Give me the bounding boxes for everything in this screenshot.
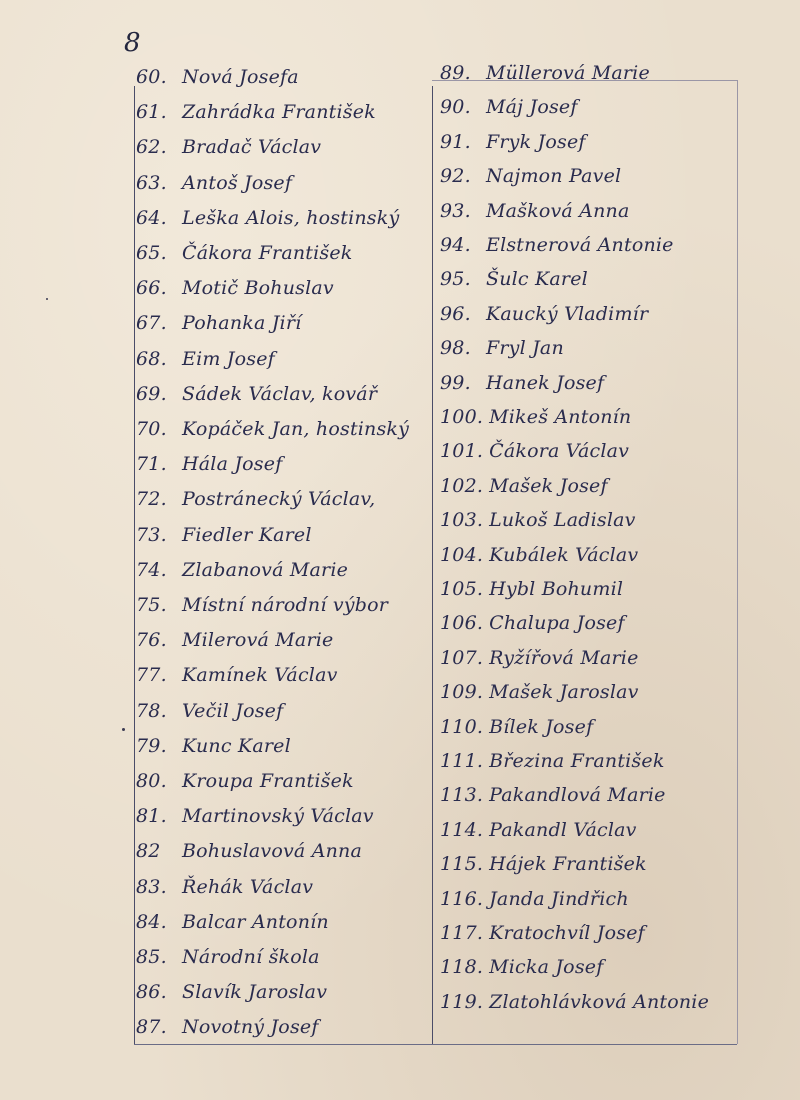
entry-number: 94.	[440, 234, 471, 256]
list-item	[136, 136, 321, 158]
entry-number: 65.	[136, 242, 167, 264]
list-item	[136, 524, 312, 546]
list-item	[440, 131, 586, 153]
entry-name: Lukoš Ladislav	[489, 509, 636, 532]
list-item	[440, 200, 630, 222]
entry-number: 82	[136, 840, 161, 863]
entry-name: Janda Jindřich	[489, 887, 629, 910]
entry-name: Zahrádka František	[182, 101, 376, 124]
entry-number: 118.	[440, 956, 484, 979]
entry-number: 117.	[440, 922, 484, 944]
list-item	[136, 629, 333, 651]
entry-name: Zlabanová Marie	[182, 558, 349, 581]
entry-number: 90.	[440, 96, 471, 119]
list-item	[136, 348, 275, 370]
list-item	[440, 440, 629, 462]
entry-number: 116.	[440, 887, 484, 910]
entry-number: 114.	[440, 818, 484, 841]
entry-number: 96.	[440, 302, 471, 325]
list-item	[136, 981, 327, 1003]
entry-number: 83.	[136, 875, 167, 898]
entry-number: 115.	[440, 853, 484, 876]
entry-name: Hybl Bohumil	[489, 578, 624, 600]
entry-number: 69.	[136, 382, 167, 405]
entry-name: Eim Josef	[182, 347, 275, 370]
entry-number: 78.	[136, 699, 167, 722]
entry-name: Müllerová Marie	[486, 62, 650, 84]
entry-name: Leška Alois, hostinský	[182, 206, 400, 229]
entry-number: 74.	[136, 558, 167, 581]
entry-number: 60.	[136, 66, 167, 88]
list-item	[136, 383, 377, 405]
list-item	[136, 277, 334, 299]
entry-name: Milerová Marie	[182, 629, 334, 652]
list-item	[440, 750, 665, 772]
list-item	[136, 242, 353, 264]
entry-name: Najmon Pavel	[486, 165, 622, 188]
entry-number: 119.	[440, 990, 484, 1013]
entry-name: Fryl Jan	[486, 337, 564, 360]
entry-number: 72.	[136, 488, 167, 511]
right-entry-column	[440, 0, 740, 1100]
entry-name: Národní škola	[182, 946, 320, 968]
list-item	[440, 268, 588, 290]
entry-number: 113.	[440, 784, 484, 807]
entry-name: Postránecký Václav,	[182, 488, 376, 511]
entry-name: Kroupa František	[182, 770, 354, 792]
entry-number: 89.	[440, 62, 471, 84]
list-item	[440, 96, 578, 118]
left-margin-rule	[134, 86, 135, 1044]
list-item	[136, 664, 338, 686]
entry-name: Pakandlová Marie	[489, 784, 666, 807]
entry-name: Fryk Josef	[486, 130, 586, 153]
entry-name: Místní národní výbor	[182, 594, 389, 616]
entry-name: Novotný Josef	[182, 1016, 319, 1039]
entry-name: Čákora František	[182, 242, 353, 264]
entry-number: 111.	[440, 750, 484, 772]
list-item	[440, 784, 666, 806]
entry-name: Březina František	[489, 750, 665, 772]
entry-name: Bohuslavová Anna	[182, 840, 363, 863]
list-item	[136, 840, 362, 862]
entry-name: Bílek Josef	[489, 715, 594, 738]
list-item	[440, 475, 608, 497]
entry-number: 107.	[440, 646, 484, 669]
entry-number: 70.	[136, 418, 167, 440]
ink-speck	[46, 298, 48, 300]
entry-name: Hájek František	[489, 853, 647, 876]
entry-name: Řehák Václav	[182, 875, 314, 898]
entry-number: 76.	[136, 629, 167, 652]
list-item	[440, 509, 636, 531]
entry-number: 67.	[136, 312, 167, 335]
entry-name: Máj Josef	[486, 96, 578, 119]
entry-number: 66.	[136, 277, 167, 300]
entry-number: 87.	[136, 1016, 167, 1039]
entry-name: Bradač Václav	[182, 136, 322, 159]
entry-number: 99.	[440, 371, 471, 394]
entry-number: 102.	[440, 474, 484, 497]
list-item	[440, 406, 631, 428]
list-item	[136, 66, 299, 88]
entry-name: Fiedler Karel	[182, 523, 312, 546]
entry-number: 110.	[440, 715, 484, 738]
entry-name: Balcar Antonín	[182, 910, 329, 933]
entry-name: Mikeš Antonín	[489, 406, 632, 428]
entry-number: 81.	[136, 805, 167, 828]
list-item	[136, 312, 301, 334]
entry-name: Micka Josef	[489, 956, 604, 979]
list-item	[136, 735, 291, 757]
list-item	[440, 922, 645, 944]
list-item	[440, 578, 623, 600]
list-item	[440, 62, 650, 84]
entry-name: Antoš Josef	[182, 171, 293, 194]
entry-name: Pohanka Jiří	[182, 312, 302, 335]
list-item	[136, 418, 409, 440]
list-item	[440, 544, 638, 566]
list-item	[440, 716, 593, 738]
entry-number: 73.	[136, 523, 167, 546]
entry-number: 92.	[440, 165, 471, 188]
list-item	[136, 453, 282, 475]
list-item	[136, 700, 283, 722]
entry-name: Kopáček Jan, hostinský	[182, 418, 410, 440]
list-item	[136, 946, 320, 968]
entry-number: 84.	[136, 910, 167, 933]
entry-name: Zlatohlávková Antonie	[489, 990, 710, 1013]
entry-name: Hanek Josef	[486, 371, 605, 394]
list-item	[136, 207, 399, 229]
entry-name: Kunc Karel	[182, 734, 291, 757]
entry-name: Mašek Jaroslav	[489, 681, 639, 704]
entry-name: Chalupa Josef	[489, 612, 625, 635]
list-item	[440, 303, 648, 325]
entry-name: Nová Josefa	[182, 66, 299, 88]
entry-number: 64.	[136, 206, 167, 229]
list-item	[440, 234, 674, 256]
entry-number: 80.	[136, 770, 167, 792]
entry-number: 79.	[136, 734, 167, 757]
entry-name: Elstnerová Antonie	[486, 234, 674, 256]
ink-speck	[122, 728, 125, 731]
entry-number: 106.	[440, 612, 484, 635]
entry-name: Šulc Karel	[486, 268, 588, 291]
list-item	[136, 911, 329, 933]
entry-name: Kaucký Vladimír	[486, 302, 649, 325]
entry-number: 63.	[136, 171, 167, 194]
entry-number: 91.	[440, 130, 471, 153]
list-item	[136, 770, 354, 792]
entry-number: 104.	[440, 543, 484, 566]
list-item	[440, 853, 647, 875]
list-item	[136, 101, 376, 123]
entry-number: 109.	[440, 681, 484, 704]
entry-number: 86.	[136, 981, 167, 1004]
list-item	[440, 647, 639, 669]
entry-number: 103.	[440, 509, 484, 532]
list-item	[440, 681, 639, 703]
list-item	[440, 337, 564, 359]
list-item	[136, 1016, 319, 1038]
entry-number: 105.	[440, 578, 484, 600]
entry-name: Sádek Václav, kovář	[182, 382, 378, 405]
left-entry-column	[136, 0, 436, 1100]
entry-number: 61.	[136, 101, 167, 124]
entry-number: 68.	[136, 347, 167, 370]
page-number: 8	[124, 28, 141, 58]
list-item	[440, 991, 709, 1013]
list-item	[136, 805, 374, 827]
entry-name: Slavík Jaroslav	[182, 981, 328, 1004]
entry-number: 62.	[136, 136, 167, 159]
entry-name: Motič Bohuslav	[182, 277, 334, 300]
entry-number: 98.	[440, 337, 471, 360]
list-item	[440, 372, 604, 394]
entry-number: 75.	[136, 594, 167, 616]
entry-name: Kubálek Václav	[489, 543, 639, 566]
entry-number: 77.	[136, 664, 167, 687]
entry-name: Kamínek Václav	[182, 664, 338, 687]
list-item	[440, 612, 625, 634]
entry-number: 93.	[440, 199, 471, 222]
entry-name: Mašek Josef	[489, 474, 608, 497]
entry-name: Čákora Václav	[489, 440, 630, 463]
entry-name: Pakandl Václav	[489, 818, 637, 841]
list-item	[440, 888, 629, 910]
entry-number: 101.	[440, 440, 484, 463]
list-item	[440, 956, 603, 978]
entry-name: Kratochvíl Josef	[489, 922, 645, 944]
entry-name: Večil Josef	[182, 699, 284, 722]
entry-number: 100.	[440, 406, 484, 428]
entry-number: 95.	[440, 268, 471, 291]
list-item	[136, 172, 292, 194]
entry-name: Hála Josef	[182, 453, 283, 476]
list-item	[136, 594, 388, 616]
entry-number: 71.	[136, 453, 167, 476]
list-item	[440, 165, 621, 187]
list-item	[136, 488, 375, 510]
entry-name: Mašková Anna	[486, 199, 630, 222]
entry-number: 85.	[136, 946, 167, 968]
list-item	[136, 876, 313, 898]
entry-name: Ryžířová Marie	[489, 646, 639, 669]
list-item	[136, 559, 348, 581]
entry-name: Martinovský Václav	[182, 805, 374, 828]
list-item	[440, 819, 637, 841]
